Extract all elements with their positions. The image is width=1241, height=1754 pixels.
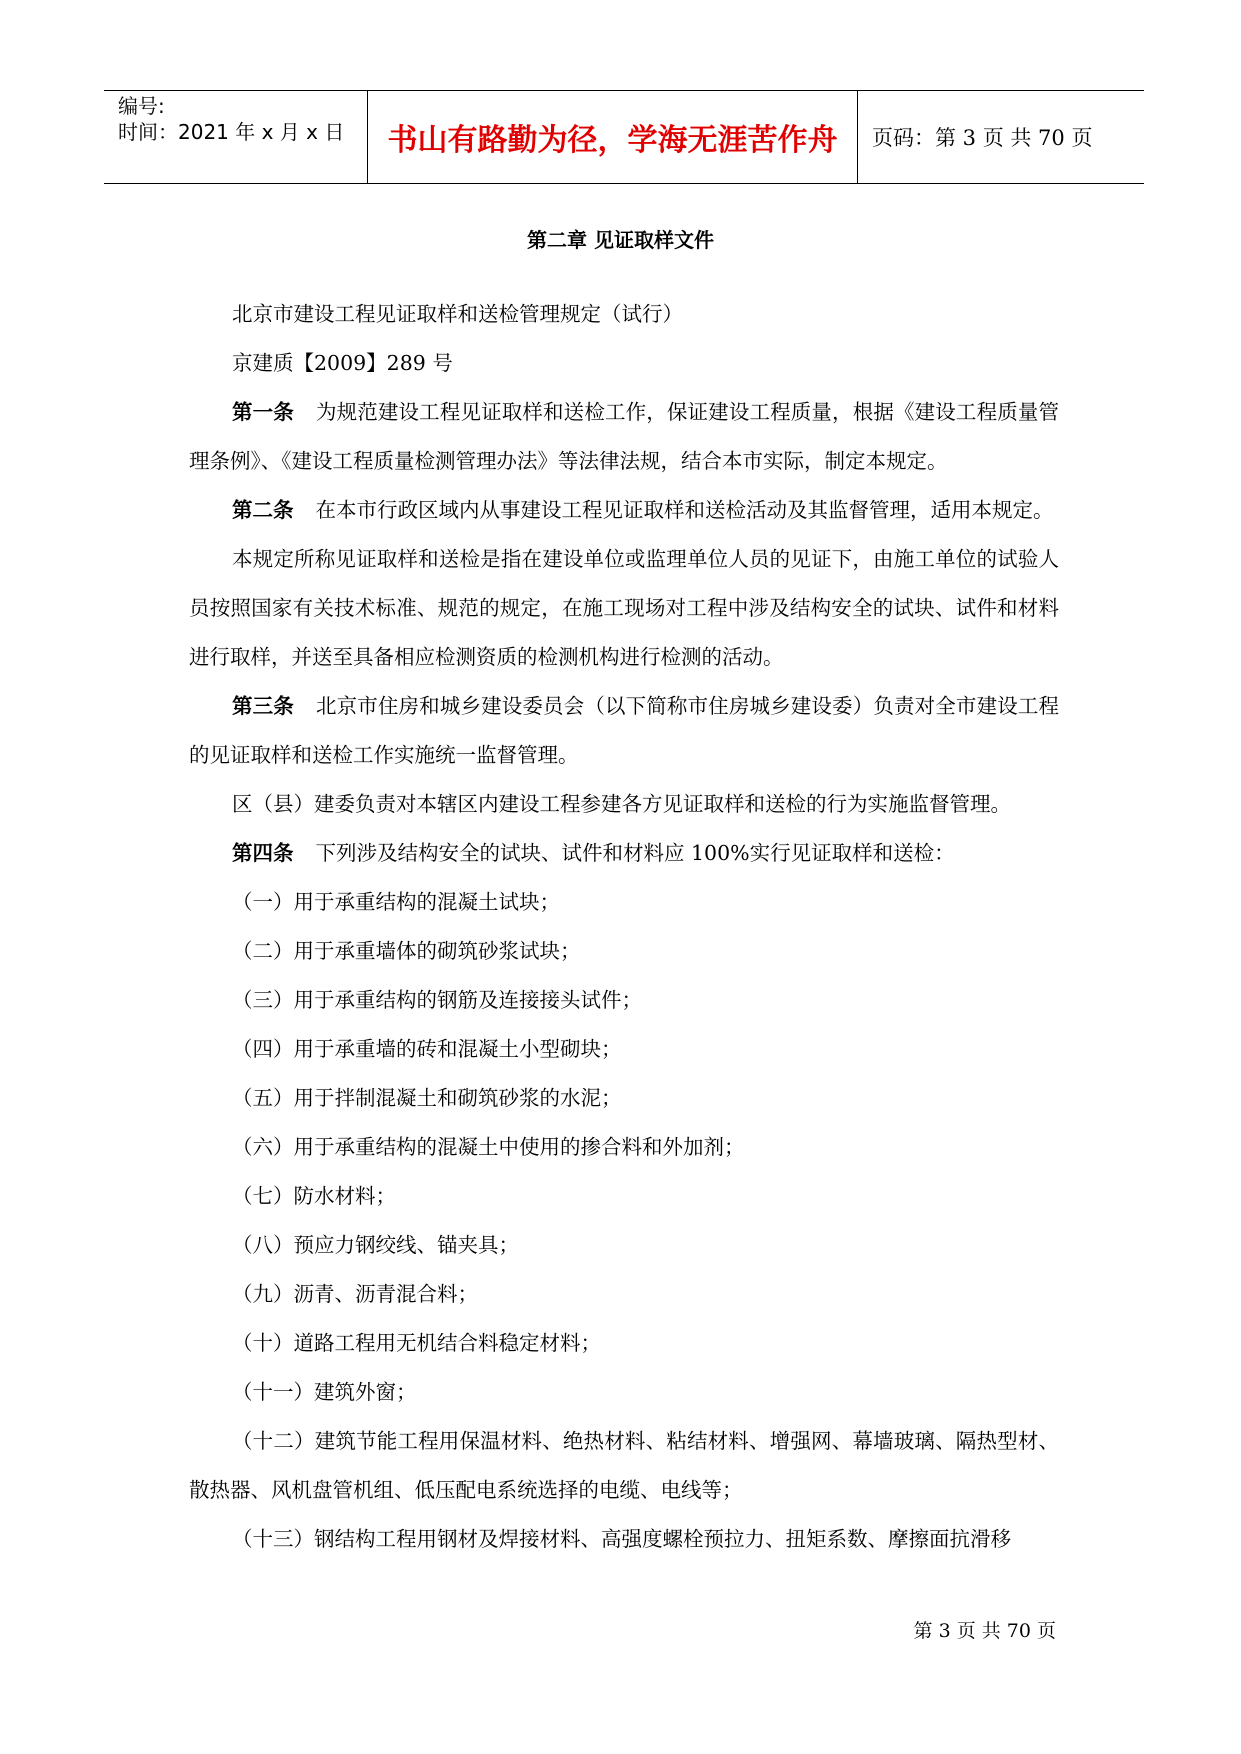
header-page-info: 页码：第 3 页 共 70 页 <box>872 126 1093 150</box>
article-3 <box>189 682 1059 780</box>
article-2 <box>189 486 1059 535</box>
list-item: （十三）钢结构工程用钢材及焊接材料、高强度螺栓预拉力、扭矩系数、摩擦面抗滑移 <box>232 1527 1011 1551</box>
list-item: （十二）建筑节能工程用保温材料、绝热材料、粘结材料、增强网、幕墙玻璃、隔热型材、散热器、风机盘管机组、低压配电系统选择的电缆、电线等； <box>189 1429 1059 1502</box>
article-3-paragraph: 区（县）建委负责对本辖区内建设工程参建各方见证取样和送检的行为实施监督管理。 <box>232 792 1011 816</box>
article-text: 北京市住房和城乡建设委员会（以下简称市住房城乡建设委）负责对全市建设工程的见证取样和送检工作实施统一监督管理。 <box>189 694 1060 767</box>
header-motto: 书山有路勤为径，学海无涯苦作舟 <box>368 91 858 183</box>
list-item: （二）用于承重墙体的砌筑砂浆试块； <box>232 939 581 963</box>
article-2-paragraph: 本规定所称见证取样和送检是指在建设单位或监理单位人员的见证下，由施工单位的试验人员按照国家有关技术标准、规范的规定，在施工现场对工程中涉及结构安全的试块、试件和材料进行取样，并送至具备相应检测资质的检测机构进行检测的活动。 <box>189 547 1059 669</box>
list-item: （七）防水材料； <box>232 1184 396 1208</box>
list-item: （九）沥青、沥青混合料； <box>232 1282 478 1306</box>
page-header <box>104 90 1144 184</box>
list-item: （一）用于承重结构的混凝土试块； <box>232 890 560 914</box>
list-item: （三）用于承重结构的钢筋及连接接头试件； <box>232 988 642 1012</box>
chapter-title: 第二章 见证取样文件 <box>527 228 714 252</box>
article-label: 第一条 <box>232 400 294 424</box>
list-item: （四）用于承重墙的砖和混凝土小型砌块； <box>232 1037 622 1061</box>
article-text: 为规范建设工程见证取样和送检工作，保证建设工程质量，根据《建设工程质量管理条例》、《建设工程质量检测管理办法》等法律法规，结合本市实际，制定本规定。 <box>189 400 1060 473</box>
doc-number: 京建质【2009】289 号 <box>232 351 453 375</box>
header-meta <box>104 91 368 183</box>
list-item: （六）用于承重结构的混凝土中使用的掺合料和外加剂； <box>232 1135 745 1159</box>
list-item: （五）用于拌制混凝土和砌筑砂浆的水泥； <box>232 1086 622 1110</box>
list-item: （十）道路工程用无机结合料稳定材料； <box>232 1331 601 1355</box>
article-text: 在本市行政区域内从事建设工程见证取样和送检活动及其监督管理，适用本规定。 <box>315 498 1054 522</box>
article-4 <box>189 829 1059 878</box>
list-item: （十一）建筑外窗； <box>232 1380 417 1404</box>
doc-title: 北京市建设工程见证取样和送检管理规定（试行） <box>232 302 683 326</box>
document-body <box>189 290 1059 1564</box>
article-1 <box>189 388 1059 486</box>
article-label: 第三条 <box>232 694 294 718</box>
list-item: （八）预应力钢绞线、锚夹具； <box>232 1233 519 1257</box>
article-text: 下列涉及结构安全的试块、试件和材料应 100%实行见证取样和送检： <box>315 841 955 865</box>
page-footer: 第 3 页 共 70 页 <box>913 1620 1056 1642</box>
article-label: 第四条 <box>232 841 294 865</box>
number-label: 编号: <box>118 94 165 118</box>
article-label: 第二条 <box>232 498 294 522</box>
time-label: 时间：2021 年 x 月 x 日 <box>118 120 345 144</box>
